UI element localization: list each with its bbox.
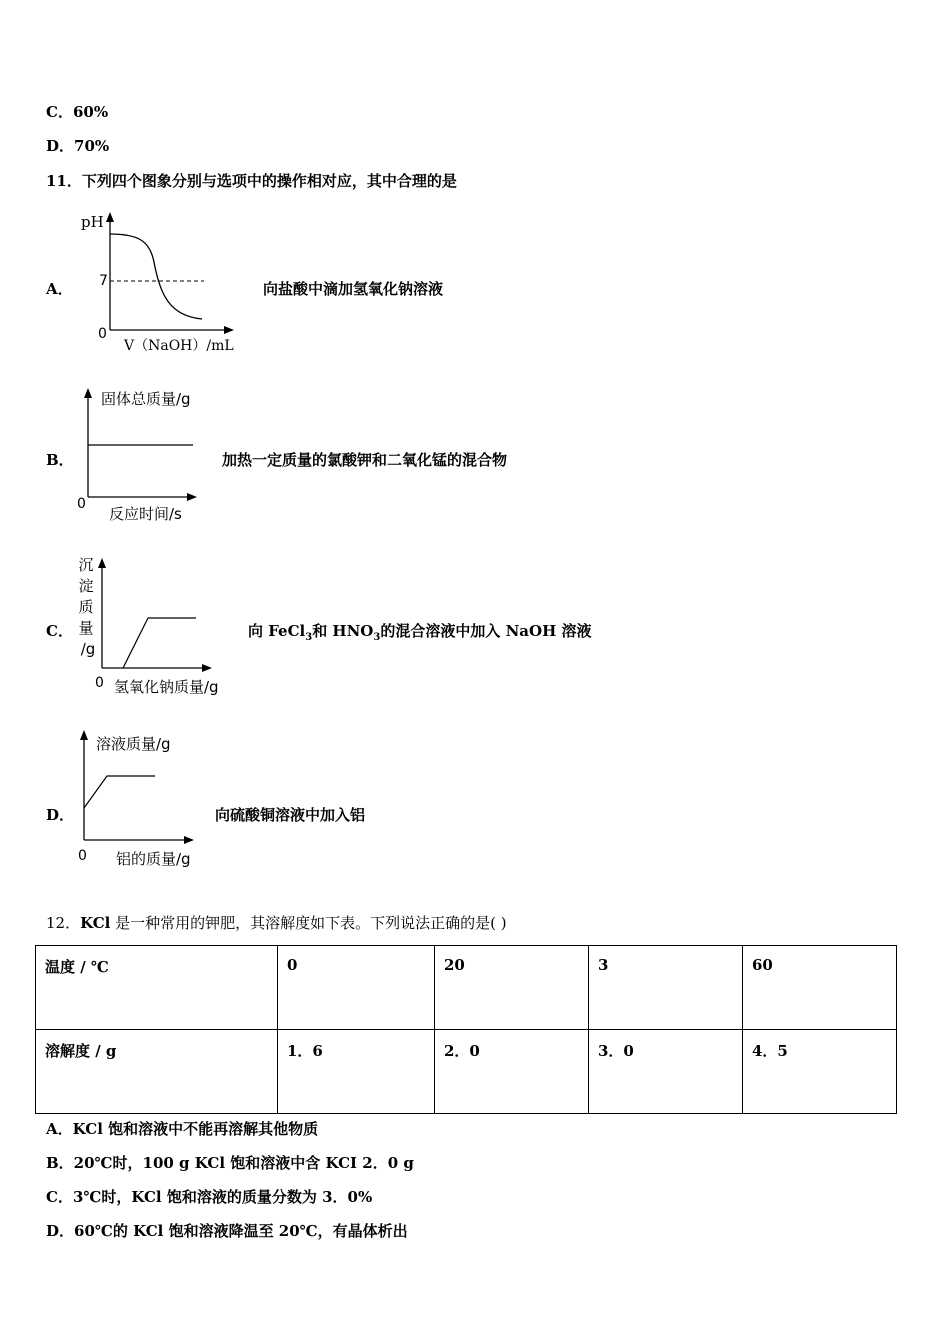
q10-option-d: D．70% bbox=[46, 137, 110, 155]
graph-b-origin: 0 bbox=[77, 496, 86, 512]
q11-option-c-letter: C． bbox=[46, 622, 73, 640]
q12-stem-bold: KCl bbox=[80, 914, 111, 932]
graph-c-y-char: 淀 bbox=[78, 577, 94, 595]
table-cell: 溶解度 / g bbox=[36, 1030, 278, 1114]
q11-option-d-letter: D． bbox=[46, 806, 75, 824]
table-cell: 60 bbox=[743, 946, 897, 1030]
table-cell: 0 bbox=[278, 946, 435, 1030]
graph-d-lines bbox=[0, 0, 1, 1]
table-row bbox=[36, 946, 897, 1030]
table-cell: 20 bbox=[435, 946, 589, 1030]
graph-c-y-label bbox=[77, 555, 99, 660]
graph-c-y-char: 质 bbox=[78, 598, 94, 616]
graph-a-x-label: V（NaOH）/mL bbox=[124, 338, 234, 354]
q12-number: 12． bbox=[46, 914, 81, 932]
table-cell: 3 bbox=[589, 946, 743, 1030]
graph-a-origin: 0 bbox=[98, 326, 107, 342]
desc-subscript: 3 bbox=[305, 632, 313, 643]
graph-a-y-label: pH bbox=[81, 213, 104, 231]
table-cell: 温度 / ℃ bbox=[36, 946, 278, 1030]
q12-stem bbox=[46, 914, 507, 932]
graph-c-x-label: 氢氧化钠质量/g bbox=[114, 678, 219, 696]
graph-a-y-mark: 7 bbox=[99, 273, 108, 289]
graph-c-origin: 0 bbox=[95, 675, 104, 691]
table-row bbox=[36, 1030, 897, 1114]
q11-stem: 11．下列四个图象分别与选项中的操作相对应，其中合理的是 bbox=[46, 172, 457, 190]
q12-option-b: B．20℃时，100 g KCl 饱和溶液中含 KCI 2．0 g bbox=[46, 1154, 414, 1172]
desc-part: 向 FeCl bbox=[248, 622, 306, 640]
desc-part: 的混合溶液中加入 NaOH 溶液 bbox=[380, 622, 592, 640]
graph-b-y-label: 固体总质量/g bbox=[101, 390, 191, 408]
q12-option-a: A．KCl 饱和溶液中不能再溶解其他物质 bbox=[46, 1120, 319, 1138]
graph-c-y-unit: /g bbox=[80, 640, 96, 658]
q11-option-d-desc: 向硫酸铜溶液中加入铝 bbox=[215, 806, 366, 824]
desc-subscript: 3 bbox=[373, 632, 381, 643]
q10-option-c: C．60% bbox=[46, 103, 109, 121]
table-cell: 2．0 bbox=[435, 1030, 589, 1114]
graph-c-y-char: 沉 bbox=[78, 556, 94, 574]
graph-d-x-label: 铝的质量/g bbox=[116, 850, 191, 868]
q11-option-a-letter: A． bbox=[46, 280, 73, 298]
graph-b-x-label: 反应时间/s bbox=[109, 505, 182, 523]
q12-option-d: D．60℃的 KCl 饱和溶液降温至 20℃，有晶体析出 bbox=[46, 1222, 408, 1240]
q11-option-b-letter: B． bbox=[46, 451, 74, 469]
graph-c-y-char: 量 bbox=[78, 619, 94, 637]
table-cell: 3．0 bbox=[589, 1030, 743, 1114]
solubility-table bbox=[35, 945, 897, 1114]
q11-option-c-desc bbox=[248, 622, 591, 647]
q12-stem-text: 是一种常用的钾肥，其溶解度如下表。下列说法正确的是( ) bbox=[110, 914, 507, 932]
q11-option-b-desc: 加热一定质量的氯酸钾和二氧化锰的混合物 bbox=[222, 451, 508, 469]
q12-option-c: C．3℃时，KCl 饱和溶液的质量分数为 3．0% bbox=[46, 1188, 373, 1206]
graph-d-y-label: 溶液质量/g bbox=[96, 735, 171, 753]
table-cell: 1．6 bbox=[278, 1030, 435, 1114]
q11-option-a-desc: 向盐酸中滴加氢氧化钠溶液 bbox=[263, 280, 444, 298]
desc-part: 和 HNO bbox=[312, 622, 374, 640]
graph-d-origin: 0 bbox=[78, 848, 87, 864]
table-cell: 4．5 bbox=[743, 1030, 897, 1114]
